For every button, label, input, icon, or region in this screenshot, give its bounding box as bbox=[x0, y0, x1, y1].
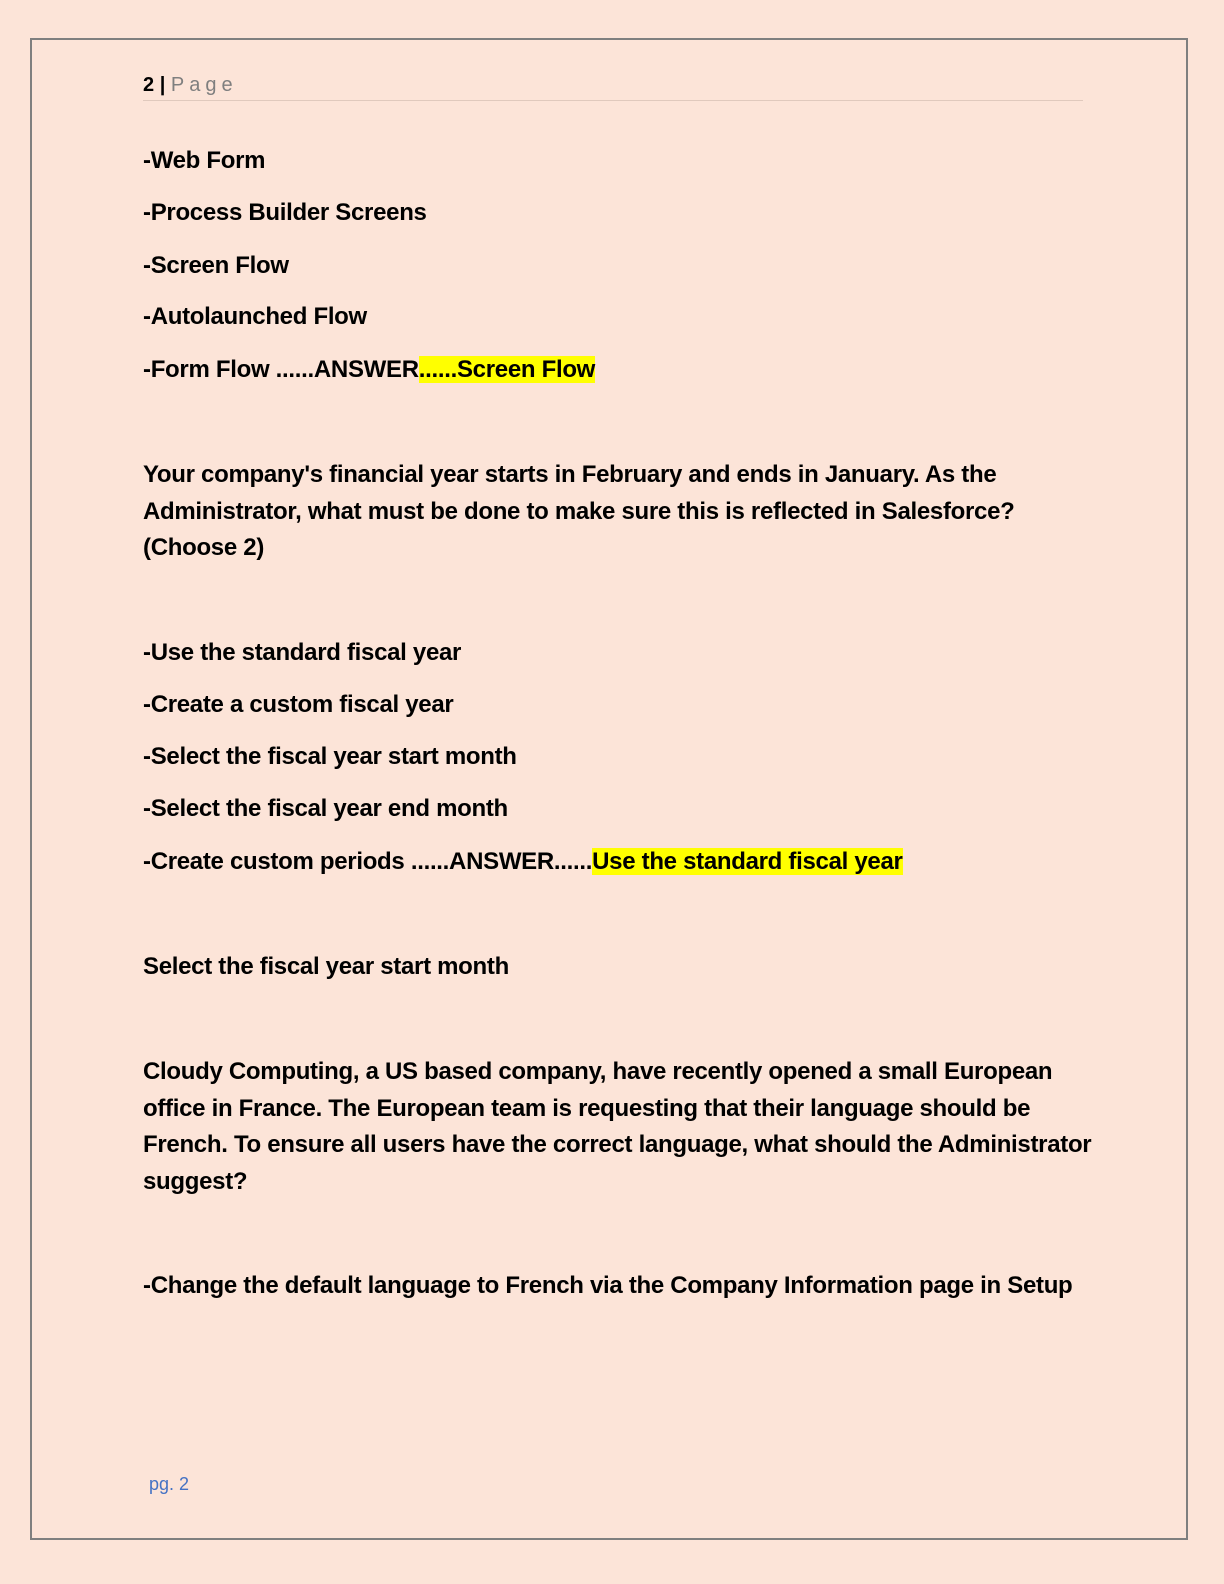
q1-answer-highlight: ......Screen Flow bbox=[418, 356, 596, 383]
footer-page-label: pg. 2 bbox=[149, 1474, 190, 1494]
q2-answer-highlight: Use the standard fiscal year bbox=[592, 848, 903, 875]
q1-option-screen-flow: -Screen Flow bbox=[143, 252, 289, 279]
q2-answer-prefix: -Create custom periods ......ANSWER...... bbox=[143, 848, 593, 875]
q1-option-form-flow-answer bbox=[143, 352, 595, 388]
q1-answer-prefix: -Form Flow ......ANSWER bbox=[143, 356, 419, 383]
q3-option-default-language: -Change the default language to French via the Company Information page in Setup bbox=[143, 1272, 1073, 1299]
q2-question: Your company's financial year starts in February and ends in January. As the Administrator, what must be done to make sure this is reflected in Salesforce? (Choose 2) bbox=[143, 461, 1015, 561]
q2-extra-answer: Select the fiscal year start month bbox=[143, 953, 509, 980]
page-header bbox=[143, 72, 1083, 101]
q2-option-end-month: -Select the fiscal year end month bbox=[143, 795, 508, 822]
q1-option-process-builder: -Process Builder Screens bbox=[143, 199, 427, 226]
q1-option-autolaunched: -Autolaunched Flow bbox=[143, 303, 367, 330]
q1-option-web-form: -Web Form bbox=[143, 147, 266, 174]
q2-option-custom-periods-answer bbox=[143, 844, 903, 880]
header-page-word: Page bbox=[170, 74, 238, 96]
header-separator: | bbox=[159, 74, 166, 96]
header-page-number: 2 bbox=[143, 74, 155, 96]
q2-option-start-month: -Select the fiscal year start month bbox=[143, 743, 517, 770]
q3-question: Cloudy Computing, a US based company, have recently opened a small European office in France. The European team is requesting that their language should be French. To ensure all users have the correct language, what should the Administrator suggest? bbox=[143, 1058, 1092, 1195]
q2-option-standard: -Use the standard fiscal year bbox=[143, 639, 462, 666]
q2-option-custom: -Create a custom fiscal year bbox=[143, 691, 454, 718]
